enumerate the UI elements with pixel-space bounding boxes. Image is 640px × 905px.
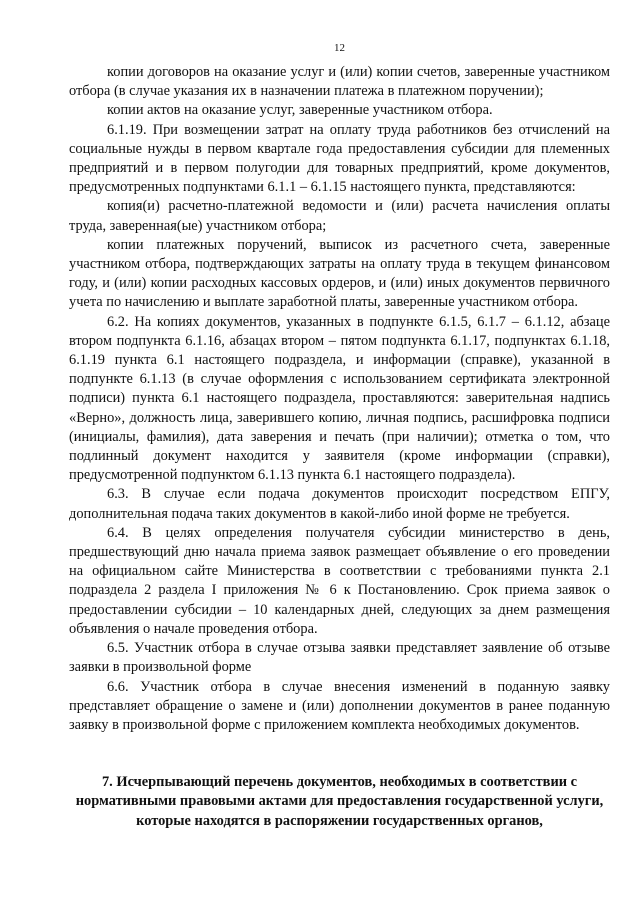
paragraph-6-4: 6.4. В целях определения получателя субсидии министерство в день, предшествующий дню начала приема заявок размещает объявление о его проведении на официальном сайте Министерства в соответствии с требованиями пункта 2.1 подраздела 2 раздела I приложения № 6 к Постановлению. Срок приема заявок о предоставлении субсидии – 10 календарных дней, следующих за днем размещения объявления о начале проведения отбора.: [69, 524, 610, 637]
section-7-heading: 7. Исчерпывающий перечень документов, необходимых в соответствии с нормативными правовыми актами для предоставления государственной услуги, которые находятся в распоряжении государственных органов,: [75, 774, 604, 829]
paragraph-contracts-copies: копии договоров на оказание услуг и (или) копии счетов, заверенные участником отбора (в случае указания их в назначении платежа в платежном поручении);: [69, 64, 610, 100]
paragraph-payroll-copies: копия(и) расчетно-платежной ведомости и (или) расчета начисления оплаты труда, заверенная(ые) участником отбора;: [69, 198, 610, 234]
paragraph-acts-copies: копии актов на оказание услуг, заверенные участником отбора.: [107, 102, 493, 119]
paragraph-6-3: 6.3. В случае если подача документов происходит посредством ЕПГУ, дополнительная подача таких документов в какой-либо иной форме не требуется.: [69, 486, 610, 522]
paragraph-6-6: 6.6. Участник отбора в случае внесения изменений в поданную заявку представляет обращение о замене и (или) дополнении документов в ранее поданную заявку в произвольной форме с приложением комплекта необходимых документов.: [69, 678, 610, 733]
paragraph-payment-orders: копии платежных поручений, выписок из расчетного счета, заверенные участником отбора, подтверждающих затраты на оплату труда в текущем финансовом году, и (или) копии расходных кассовых ордеров, и (или) иных документов первичного учета по начислению и выплате заработной платы, заверенные участником отбора.: [69, 236, 610, 311]
paragraph-6-1-19: 6.1.19. При возмещении затрат на оплату труда работников без отчислений на социальные нужды в первом квартале года предоставления субсидии для племенных предприятий и в первом полугодии для товарных предприятий, кроме документов, предусмотренных подпунктами 6.1.1 – 6.1.15 настоящего пункта, представляются:: [69, 121, 610, 196]
paragraph-6-5: 6.5. Участник отбора в случае отзыва заявки представляет заявление об отзыве заявки в произвольной форме: [69, 640, 610, 676]
document-page: [69, 42, 610, 831]
page-number: 12: [334, 42, 345, 54]
paragraph-6-2: 6.2. На копиях документов, указанных в подпункте 6.1.5, 6.1.7 – 6.1.12, абзаце втором подпункта 6.1.16, абзацах втором – пятом подпункта 6.1.17, подпунктах 6.1.18, 6.1.19 пункта 6.1 настоящего подраздела, и информации (справке), указанной в подпункте 6.1.13 (в случае оформления с использованием сертификата электронной подписи) пункта 6.1 настоящего подраздела, проставляются: заверительная надпись «Верно», должность лица, заверившего копию, личная подпись, расшифровка подписи (инициалы, фамилия), дата заверения и печать (при наличии); отметка о том, что подлинный документ находится у заявителя (кроме информации (справки), предусмотренной подпунктом 6.1.13 пункта 6.1 настоящего подраздела).: [69, 313, 610, 484]
